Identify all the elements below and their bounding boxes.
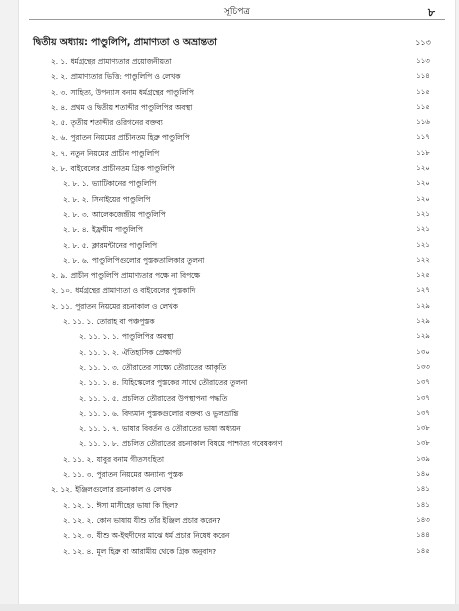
toc-entry-page: ১৩৭ bbox=[416, 408, 430, 417]
toc-entry-label bbox=[63, 222, 143, 237]
toc-entry-title: প্রথম ও দ্বিতীয় শতাব্দীর পাণ্ডুলিপির অবস্থা bbox=[70, 102, 193, 112]
toc-entry-label bbox=[51, 85, 194, 100]
toc-entry-number: ২. ৩. bbox=[51, 87, 68, 97]
toc-entry-number: ২. ৮. bbox=[51, 164, 68, 174]
toc-entry[interactable] bbox=[19, 375, 455, 390]
toc-entry-title: পুরাতন নিয়মের প্রাচীনতম হিব্রু পাণ্ডুলিপি bbox=[70, 133, 190, 143]
toc-entry-page: ১১৭ bbox=[416, 133, 430, 142]
toc-entry[interactable] bbox=[19, 406, 455, 421]
toc-entry-label bbox=[63, 192, 150, 207]
toc-entry-title: কোন ভাষায় যীশু তাঁর ইঞ্জিল প্রচার করেন? bbox=[96, 515, 221, 525]
toc-entry-page: ১১৫ bbox=[416, 87, 430, 96]
toc-entry-title: প্রামাণ্যতার ভিত্তি: পাণ্ডুলিপি ও লেখক bbox=[70, 72, 181, 82]
toc-entry[interactable] bbox=[19, 283, 455, 298]
toc-entry-number: ২. ৮. ৫. bbox=[63, 240, 89, 250]
toc-entry[interactable] bbox=[19, 482, 455, 497]
toc-entry[interactable] bbox=[19, 452, 455, 467]
toc-entry-number: ২. ১১. ১. ৪. bbox=[79, 378, 119, 388]
toc-entry-label bbox=[79, 436, 282, 451]
toc-entry-label bbox=[51, 146, 159, 161]
toc-entry-title: প্রচলিত তৌরাতের রচনাকাল বিষয়ে পাশ্চাত্য গবেষকগণ bbox=[121, 439, 283, 449]
toc-entry-page: ১২৯ bbox=[416, 317, 430, 326]
toc-entry-label bbox=[79, 406, 238, 421]
toc-entry-page: ১২৭ bbox=[416, 286, 430, 295]
toc-entry-number: ২. ১১. bbox=[51, 301, 73, 311]
toc-entry-label bbox=[63, 253, 204, 268]
page-header bbox=[19, 4, 455, 20]
toc-entry-label bbox=[79, 360, 226, 375]
toc-entry-page: ১২৯ bbox=[416, 332, 430, 341]
toc-entry-title: সিনাইয়ের পাণ্ডুলিপি bbox=[91, 194, 151, 204]
toc-entry[interactable] bbox=[19, 528, 455, 543]
toc-entry-page: ১১৪ bbox=[416, 72, 430, 81]
page-title: সূচিপত্র bbox=[223, 7, 251, 17]
toc-entry-label bbox=[51, 283, 195, 298]
toc-entry-title: মূল হিব্রু বা আরামীয় থেকে গ্রিক অনুবাদ? bbox=[96, 546, 217, 556]
toc-entry-title: ধর্মগ্রন্থের প্রামাণ্যতা ও বাইবেলের পুস্তকাদি bbox=[75, 286, 196, 296]
toc-entry[interactable] bbox=[19, 299, 455, 314]
toc-entry-title: প্রাচীন পাণ্ডুলিপি প্রামাণ্যতার পক্ষে না বিপক্ষে bbox=[70, 271, 200, 281]
toc-entry-label bbox=[63, 544, 216, 559]
table-of-contents bbox=[19, 34, 455, 559]
toc-entry-label bbox=[63, 207, 166, 222]
toc-entry-label bbox=[63, 528, 229, 543]
toc-entry-label bbox=[51, 69, 180, 84]
toc-entry[interactable] bbox=[19, 253, 455, 268]
toc-entry-title: বিদ্যমান পুস্তকগুলোর বক্তব্য ও ভুলভ্রান্তি bbox=[121, 408, 239, 418]
toc-entry-label bbox=[51, 161, 175, 176]
toc-entry-page: ১৪৪ bbox=[416, 531, 430, 540]
toc-entry-label bbox=[51, 299, 178, 314]
toc-entry[interactable] bbox=[19, 161, 455, 176]
toc-entry-title: তৌরাতের সাক্ষ্যে তৌরাতের আকৃতি bbox=[121, 362, 227, 372]
toc-entry-title: পাণ্ডুলিপির অবস্থা bbox=[121, 332, 174, 342]
toc-entry[interactable] bbox=[19, 176, 455, 191]
toc-entry-number: ২. ১২. bbox=[51, 485, 73, 495]
toc-entry-label bbox=[79, 391, 227, 406]
toc-entry-page: ১৩৩ bbox=[416, 362, 430, 371]
toc-entry-title: নতুন নিয়মের প্রাচীন পাণ্ডুলিপি bbox=[70, 148, 160, 158]
toc-entry[interactable] bbox=[19, 69, 455, 84]
toc-entry[interactable] bbox=[19, 192, 455, 207]
toc-entry-title: ক্লারমন্টানের পাণ্ডুলিপি bbox=[91, 240, 158, 250]
toc-entry[interactable] bbox=[19, 54, 455, 69]
toc-entry-title: বাইবেলের প্রাচীনতম গ্রিক পাণ্ডুলিপি bbox=[70, 164, 175, 174]
toc-entry-title: ঈসা মাসীহের ভাষা কি ছিল? bbox=[96, 500, 179, 510]
toc-entry[interactable] bbox=[19, 85, 455, 100]
toc-entry-number: ২. ১১. ১. ৩. bbox=[79, 362, 119, 372]
toc-entry-title: পাণ্ডুলিপিগুলোর পুস্তকতালিকার তুলনা bbox=[91, 255, 205, 265]
toc-entry-number: ২. ১১. ৩. bbox=[63, 470, 94, 480]
toc-entry-number: ২. ১১. ১. bbox=[63, 317, 94, 327]
document-page bbox=[18, 0, 456, 604]
toc-entry-number: ২. ৮. ৪. bbox=[63, 225, 89, 235]
toc-entry-page: ১৪৩ bbox=[416, 515, 430, 524]
toc-entry-number: ২. ৮. ১. bbox=[63, 179, 89, 189]
toc-entry[interactable] bbox=[19, 498, 455, 513]
toc-entry[interactable] bbox=[19, 544, 455, 559]
toc-entry-number: ২. ১১. ১. ৬. bbox=[79, 408, 119, 418]
toc-entry-number: ২. ৬. bbox=[51, 133, 68, 143]
toc-entry-page: ১৩৮ bbox=[416, 424, 430, 433]
toc-entry-number: ২. ১১. ১. ৫. bbox=[79, 393, 119, 403]
toc-entry-number: ২. ১২. ১. bbox=[63, 500, 94, 510]
toc-entry-number: ২. ১০. bbox=[51, 286, 73, 296]
toc-entry[interactable] bbox=[19, 268, 455, 283]
toc-entry-title: যীশু অ-ইহুদীদের মাঝে ধর্ম প্রচার নিষেধ করেন bbox=[96, 531, 230, 541]
toc-entry-title: পুরাতন নিয়মের অন্যান্য পুস্তক bbox=[96, 470, 183, 480]
toc-entry-title: আলেকজেন্দ্রীয় পাণ্ডুলিপি bbox=[91, 209, 166, 219]
toc-entry-label bbox=[63, 467, 183, 482]
toc-entry-title: ভ্যাটিকানের পাণ্ডুলিপি bbox=[91, 179, 157, 189]
toc-entry-page: ১৩৭ bbox=[416, 378, 430, 387]
viewer-bottom-bar bbox=[0, 604, 459, 611]
toc-entry-label bbox=[63, 513, 221, 528]
toc-entry-number: ২. ২. bbox=[51, 72, 68, 82]
toc-entry-page: ১১৩ bbox=[416, 57, 430, 65]
toc-entry-title: ঐতিহাসিক প্রেক্ষাপট bbox=[121, 347, 182, 357]
toc-entry[interactable] bbox=[19, 421, 455, 436]
toc-entry-page: ১২১ bbox=[416, 225, 430, 234]
toc-entry-label bbox=[79, 421, 241, 436]
toc-entry-page: ১২০ bbox=[416, 179, 430, 188]
toc-entry-number: ২. ১. bbox=[51, 57, 68, 66]
toc-entry[interactable] bbox=[19, 513, 455, 528]
toc-entry[interactable] bbox=[19, 345, 455, 360]
toc-entry-number: ২. ৭. bbox=[51, 148, 68, 158]
toc-entry-title: সাহিত্য, উপন্যাস বনাম ধর্মগ্রন্থের পাণ্ডুলিপি bbox=[70, 87, 194, 97]
toc-entry-title: ইঞ্জিলগুলোর রচনাকাল ও লেখক bbox=[75, 485, 172, 495]
toc-entry[interactable] bbox=[19, 314, 455, 329]
toc-entry-page: ১২১ bbox=[416, 240, 430, 249]
toc-entry-number: ২. ৮. ৩. bbox=[63, 209, 89, 219]
toc-entry[interactable] bbox=[19, 467, 455, 482]
toc-entry-page: ১৪০ bbox=[416, 470, 430, 479]
toc-entry-label bbox=[63, 498, 178, 513]
toc-entry-label bbox=[63, 238, 157, 253]
toc-entry[interactable] bbox=[19, 391, 455, 406]
toc-entry[interactable] bbox=[19, 222, 455, 237]
toc-entry-title: ইফ্রয়ীম পাণ্ডুলিপি bbox=[91, 225, 143, 235]
toc-entry-page: ১২৫ bbox=[416, 271, 430, 280]
toc-entry-label bbox=[63, 452, 164, 467]
toc-entry-page: ১৩৭ bbox=[416, 393, 430, 402]
toc-entry-number: ২. ৫. bbox=[51, 118, 68, 128]
toc-entry-page: ১৪১ bbox=[416, 485, 430, 494]
toc-entry-number: ২. ৮. ২. bbox=[63, 194, 89, 204]
toc-entry-label bbox=[63, 176, 156, 191]
toc-entry-number: ২. ১২. ২. bbox=[63, 515, 94, 525]
toc-entry[interactable] bbox=[19, 115, 455, 130]
toc-entry[interactable] bbox=[19, 360, 455, 375]
toc-entry-title: প্রচলিত তৌরাতের উপস্থাপনা পদ্ধতি bbox=[121, 393, 228, 403]
toc-entry-title: তোরাহ বা পঞ্চপুস্তক bbox=[96, 317, 155, 327]
toc-entry[interactable] bbox=[19, 436, 455, 451]
toc-entry-number: ২. ১১. ১. ৭. bbox=[79, 424, 119, 434]
toc-entry[interactable] bbox=[19, 100, 455, 115]
toc-entry-number: ২. ১২. ৪. bbox=[63, 546, 94, 556]
toc-entry-label bbox=[79, 375, 247, 390]
toc-entry-page: ১৪১ bbox=[416, 500, 430, 509]
toc-entry-number: ২. ১১. ১. ৮. bbox=[79, 439, 119, 449]
toc-entry-number: ২. ১২. ৩. bbox=[63, 531, 94, 541]
toc-entry-page: ১৪৫ bbox=[416, 546, 430, 555]
toc-entry-title: যাবুর বনাম গীতসংহিতা bbox=[96, 454, 164, 464]
toc-entry-number: ২. ৪. bbox=[51, 102, 68, 112]
toc-entry-label bbox=[51, 130, 190, 145]
toc-entry-page: ১২০ bbox=[416, 164, 430, 173]
toc-entry-page: ১১৫ bbox=[416, 102, 430, 111]
page-number: ৮ bbox=[427, 6, 435, 19]
toc-entry-number: ২. ৯. bbox=[51, 271, 68, 281]
toc-entry-label bbox=[79, 329, 173, 344]
toc-entry-title: পুরাতন নিয়মের রচনাকাল ও লেখক bbox=[75, 301, 178, 311]
toc-entry-page: ১১৬ bbox=[416, 118, 430, 127]
toc-entry-number: ২. ১১. ২. bbox=[63, 454, 94, 464]
toc-entry-number: ২. ১১. ১. ২. bbox=[79, 347, 119, 357]
toc-entry-label bbox=[63, 314, 155, 329]
toc-entry[interactable] bbox=[19, 130, 455, 145]
toc-entry-page: ১৩৯ bbox=[416, 454, 430, 463]
toc-entry-title: তৃতীয় শতাব্দীর ওরিগনের বক্তব্য bbox=[70, 118, 163, 128]
toc-entry-page: ১২২ bbox=[416, 255, 430, 264]
toc-entry-label bbox=[51, 54, 171, 69]
toc-entry[interactable] bbox=[19, 329, 455, 344]
toc-entry-page: ১২৯ bbox=[416, 301, 430, 310]
chapter-page: ১১৩ bbox=[415, 38, 431, 47]
toc-entry-page: ১৩০ bbox=[416, 347, 430, 356]
header-divider bbox=[29, 19, 445, 20]
toc-entry[interactable] bbox=[19, 146, 455, 161]
chapter-title: দ্বিতীয় অধ্যায়: পাণ্ডুলিপি, প্রামাণ্যতা ও অভ্রান্ততা bbox=[33, 37, 217, 48]
toc-entry-page: ১২০ bbox=[416, 194, 430, 203]
toc-entry-number: ২. ১১. ১. ১. bbox=[79, 332, 119, 342]
toc-entry-label bbox=[51, 482, 171, 497]
toc-entry-title: ধর্মগ্রন্থের প্রামাণ্যতার প্রয়োজনীয়তা bbox=[70, 57, 172, 66]
toc-entry-number: ২. ৮. ৬. bbox=[63, 255, 89, 265]
toc-entry-label bbox=[51, 268, 200, 283]
toc-entry-page: ১৩৮ bbox=[416, 439, 430, 448]
toc-entry[interactable] bbox=[19, 207, 455, 222]
toc-entry[interactable] bbox=[19, 238, 455, 253]
toc-entry-title: যিহিস্কেলের পুস্তকের সাথে তৌরাতের তুলনা bbox=[121, 378, 248, 388]
toc-entry-page: ১১৮ bbox=[416, 148, 430, 157]
chapter-heading bbox=[19, 34, 455, 54]
toc-entry-title: ভাষার বিবর্তন ও তৌরাতের ভাষা অধ্যয়ন bbox=[121, 424, 241, 434]
toc-entry-label bbox=[79, 345, 181, 360]
toc-entry-label bbox=[51, 115, 163, 130]
toc-entry-page: ১২১ bbox=[416, 209, 430, 218]
toc-entry-label bbox=[51, 100, 192, 115]
